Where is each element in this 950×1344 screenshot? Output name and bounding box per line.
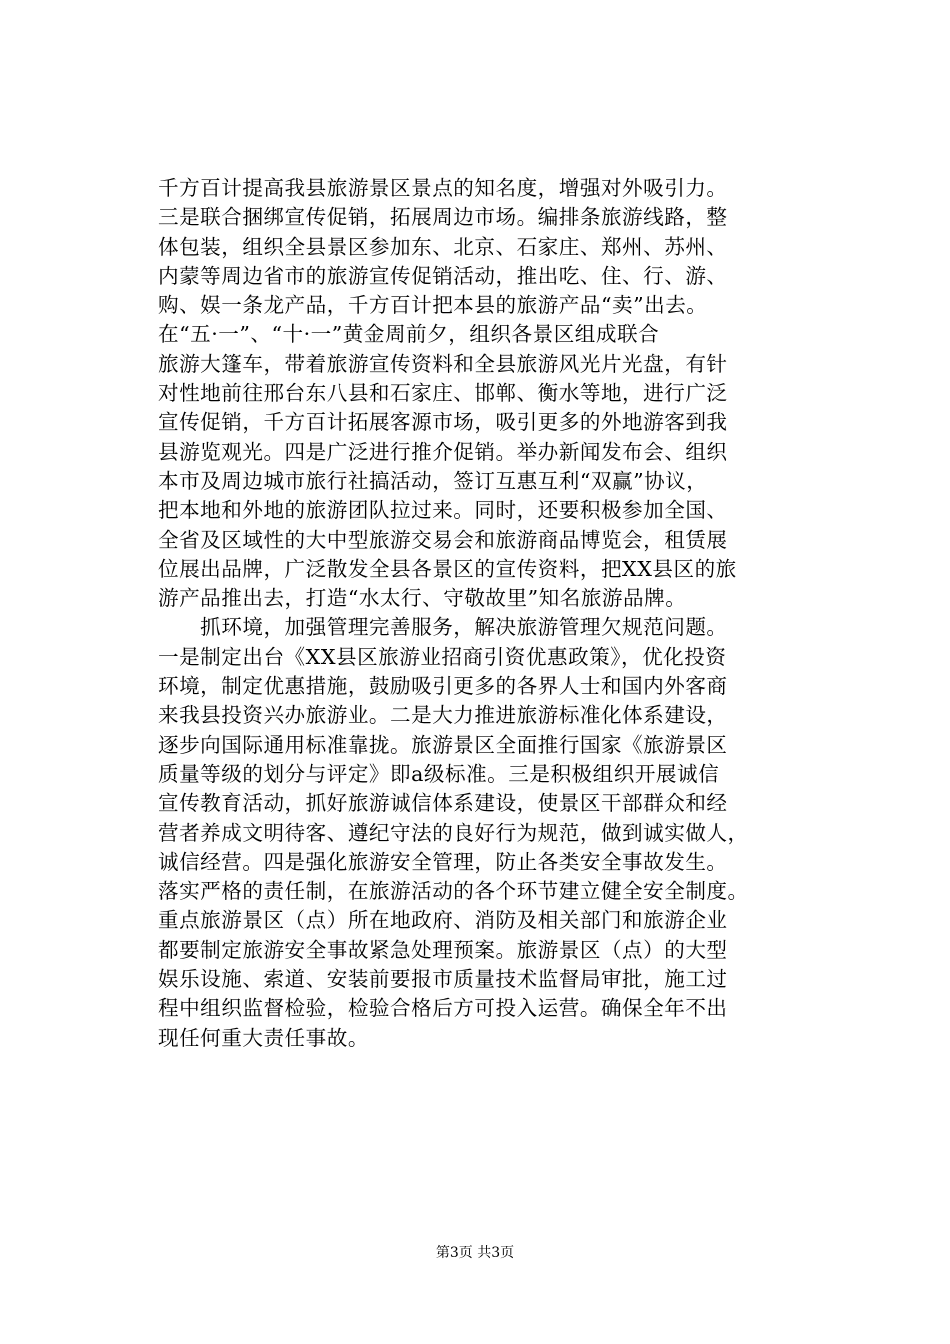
text-line: 重点旅游景区（点）所在地政府、消防及相关部门和旅游企业 [158, 908, 728, 933]
text-line: 来我县投资兴办旅游业。二是大力推进旅游标准化体系建设， [158, 703, 728, 728]
text-line: 全省及区域性的大中型旅游交易会和旅游商品博览会，租赁展 [158, 527, 728, 552]
text-line: 营者养成文明待客、遵纪守法的良好行为规范，做到诚实做人， [158, 820, 749, 845]
text-line: 把本地和外地的旅游团队拉过来。同时，还要积极参加全国、 [158, 498, 728, 523]
text-line: 购、娱一条龙产品，千方百计把本县的旅游产品“卖”出去。 [158, 293, 708, 318]
text-line: 本市及周边城市旅行社搞活动，签订互惠互利“双赢”协议， [158, 468, 708, 493]
text-line: 诚信经营。四是强化旅游安全管理，防止各类安全事故发生。 [158, 849, 728, 874]
text-line: 体包装，组织全县景区参加东、北京、石家庄、郑州、苏州、 [158, 234, 728, 259]
text-line: 现任何重大责任事故。 [158, 1025, 369, 1050]
text-line: 在“五·一”、“十·一”黄金周前夕，组织各景区组成联合 [158, 322, 660, 347]
text-line: 游产品推出去，打造“水太行、守敬故里”知名旅游品牌。 [158, 586, 687, 611]
text-line: 逐步向国际通用标准靠拢。旅游景区全面推行国家《旅游景区 [158, 732, 728, 757]
text-line: 千方百计提高我县旅游景区景点的知名度，增强对外吸引力。 [158, 176, 728, 200]
page-footer [0, 1243, 950, 1263]
text-line: 位展出品牌，广泛散发全县各景区的宣传资料，把XX县区的旅 [158, 556, 737, 581]
text-line: 质量等级的划分与评定》即a级标准。三是积极组织开展诚信 [158, 761, 720, 786]
text-line: 落实严格的责任制，在旅游活动的各个环节建立健全安全制度。 [158, 879, 749, 904]
text-line: 一是制定出台《XX县区旅游业招商引资优惠政策》，优化投资 [158, 644, 727, 669]
text-line: 都要制定旅游安全事故紧急处理预案。旅游景区（点）的大型 [158, 937, 728, 962]
text-line: 宣传教育活动，抓好旅游诚信体系建设，使景区干部群众和经 [158, 791, 728, 816]
text-line: 程中组织监督检验，检验合格后方可投入运营。确保全年不出 [158, 996, 728, 1021]
text-line: 县游览观光。四是广泛进行推介促销。举办新闻发布会、组织 [158, 439, 728, 464]
body-text [158, 174, 798, 1053]
text-line: 抓环境，加强管理完善服务，解决旅游管理欠规范问题。 [158, 615, 728, 640]
text-line: 娱乐设施、索道、安装前要报市质量技术监督局审批，施工过 [158, 967, 728, 992]
text-line: 对性地前往邢台东八县和石家庄、邯郸、衡水等地，进行广泛 [158, 381, 728, 406]
page-number: 第3页 共3页 [435, 1245, 515, 1261]
text-line: 环境，制定优惠措施，鼓励吸引更多的各界人士和国内外客商 [158, 674, 728, 699]
text-line: 内蒙等周边省市的旅游宣传促销活动，推出吃、住、行、游、 [158, 263, 728, 288]
text-line: 旅游大篷车，带着旅游宣传资料和全县旅游风光片光盘，有针 [158, 351, 728, 376]
text-line: 宣传促销，千方百计拓展客源市场，吸引更多的外地游客到我 [158, 410, 728, 435]
text-line: 三是联合捆绑宣传促销，拓展周边市场。编排条旅游线路，整 [158, 205, 728, 230]
